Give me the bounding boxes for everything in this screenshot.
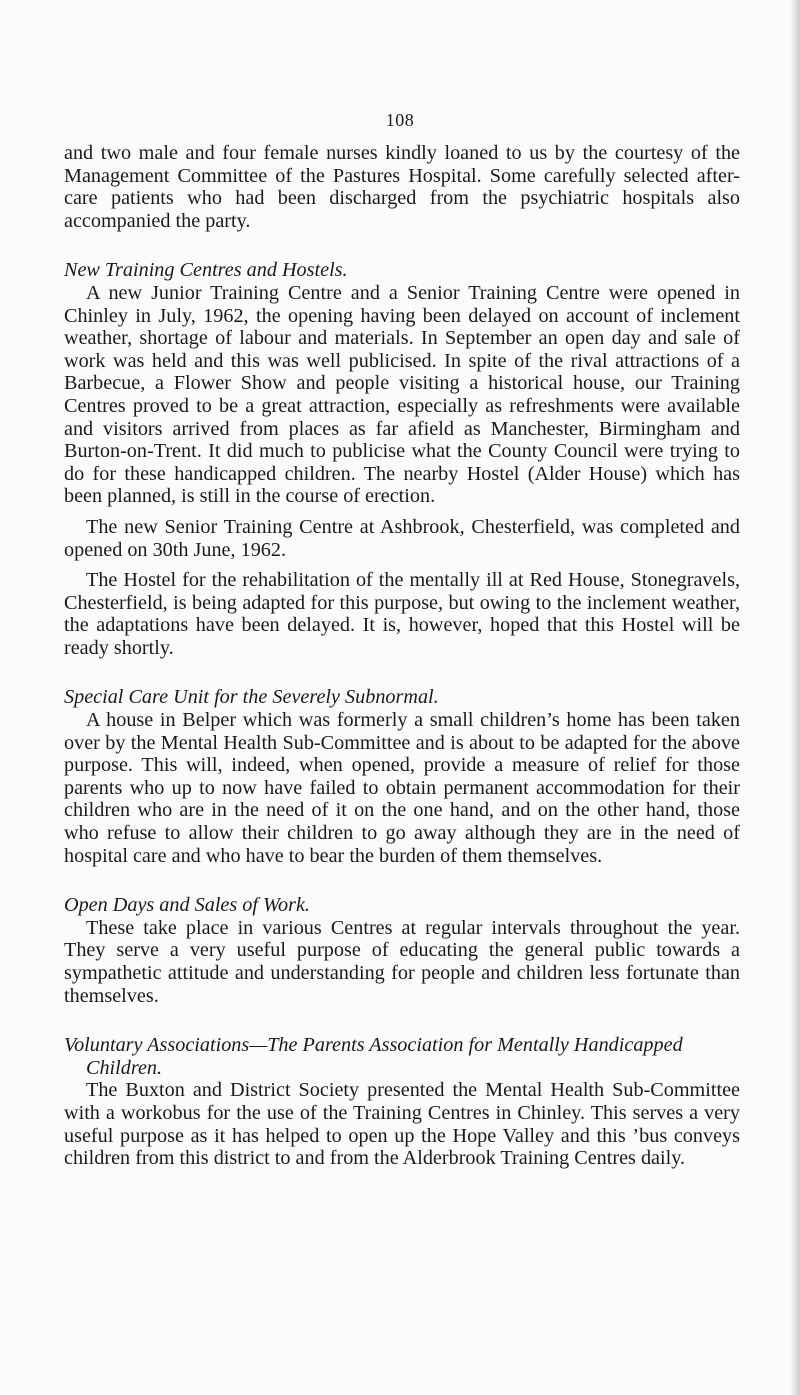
voluntary-paragraph: The Buxton and District Society presented the Mental Health Sub-Committee with a workobus for the use of the Training Centres in Chinley. This serves a very useful purpose as it has helped to open up the Hope Valley and this ’bus conveys children from this district to and from the Alderbrook Training Centres daily. xyxy=(64,1079,740,1170)
page-number: 108 xyxy=(385,110,415,130)
heading-special-care-unit: Special Care Unit for the Severely Subnormal. xyxy=(64,686,439,709)
training-paragraph-2: The new Senior Training Centre at Ashbrook, Chesterfield, was completed and opened on 30th June, 1962. xyxy=(64,515,740,561)
training-paragraph-1: A new Junior Training Centre and a Senior Training Centre were opened in Chinley in July, 1962, the opening having been delayed on account of inclement weather, shortage of labour and materials. In September an open day and sale of work was held and this was well publicised. In spite of the rival attractions of a Barbecue, a Flower Show and people visiting a historical house, our Training Centres proved to be a great attraction, especially as refreshments were available and visitors arrived from places as far afield as Manchester, Birmingham and Burton-on-Trent. It did much to publicise what the County Council were trying to do for these handicapped children. The nearby Hostel (Alder House) which has been planned, is still in the course of erection. xyxy=(64,281,740,508)
special-care-paragraph: A house in Belper which was formerly a small children’s home has been taken over by the Mental Health Sub-Committee and is about to be adapted for the above purpose. This will, indeed, when opened, provide a measure of relief for those parents who up to now have failed to obtain permanent accommodation for their children who are in the need of it on the one hand, and on the other hand, those who refuse to allow their children to go away although they are in the need of hospital care and who have to bear the burden of them themselves. xyxy=(64,709,740,867)
intro-paragraph: and two male and four female nurses kindly loaned to us by the courtesy of the Management Committee of the Pastures Hospital. Some carefully selected after-care patients who had been discharged from the psychiatric hospitals also accompanied the party. xyxy=(64,142,740,232)
page-body xyxy=(64,142,740,1170)
heading-new-training-centres: New Training Centres and Hostels. xyxy=(64,259,348,282)
page-edge-shadow xyxy=(790,0,800,1395)
open-days-paragraph: These take place in various Centres at regular intervals throughout the year. They serve a very useful purpose of educating the general public towards a sympathetic attitude and understanding for people and children less fortunate than themselves. xyxy=(64,916,740,1007)
training-paragraph-3: The Hostel for the rehabilitation of the mentally ill at Red House, Stonegravels, Chesterfield, is being adapted for this purpose, but owing to the inclement weather, the adaptations have been delayed. It is, however, hoped that this Hostel will be ready shortly. xyxy=(64,569,740,659)
heading-voluntary-associations: Voluntary Associations—The Parents Association for Mentally Handicapped Children. xyxy=(64,1034,683,1079)
heading-open-days: Open Days and Sales of Work. xyxy=(64,894,310,917)
